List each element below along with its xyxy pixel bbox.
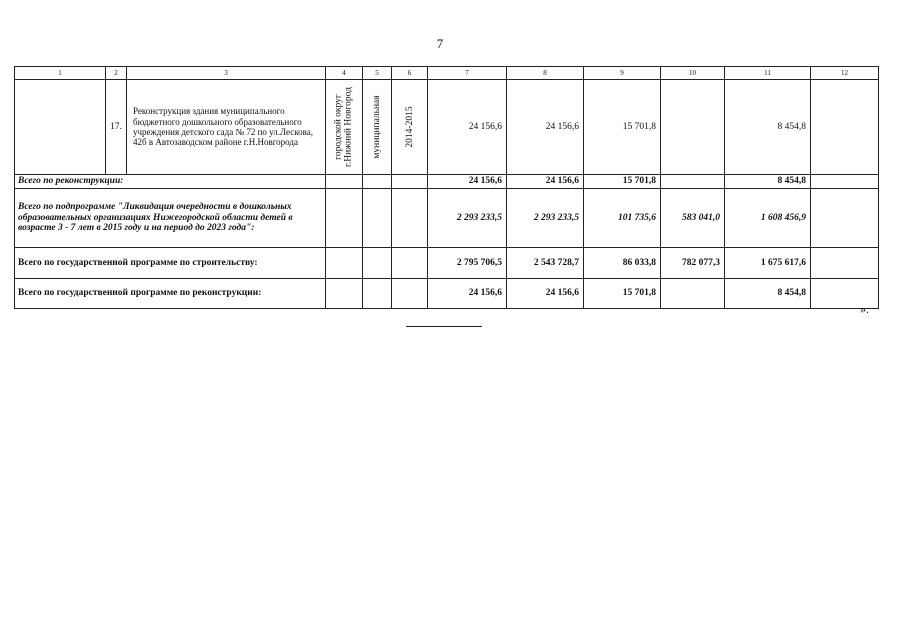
subprogram-total-label: Всего по подпрограмме "Ликвидация очередности в дошкольных образовательных организациях Нижегородской области детей в возрасте 3 - 7 лет в 2015 году и на период до 2023 года": — [15, 189, 326, 248]
object-location: городской округ г.Нижний Новгород — [333, 87, 354, 167]
value-col7: 24 156,6 — [428, 279, 507, 309]
column-number: 7 — [428, 67, 507, 80]
value-col9: 15 701,8 — [584, 175, 661, 189]
empty-cell — [15, 80, 106, 175]
value-col10: 782 077,3 — [661, 248, 725, 279]
table-row-subprogram-total — [15, 189, 879, 248]
value-col8: 24 156,6 — [507, 175, 584, 189]
period-cell — [392, 80, 428, 175]
value-col9: 101 735,6 — [584, 189, 661, 248]
location-cell — [326, 80, 363, 175]
value-col7: 24 156,6 — [428, 175, 507, 189]
value-col10 — [661, 279, 725, 309]
closing-quote: ». — [860, 302, 869, 316]
table-row-reconstruction-total — [15, 175, 879, 189]
value-col7: 2 795 706,5 — [428, 248, 507, 279]
row-number: 17. — [106, 80, 127, 175]
column-number: 5 — [363, 67, 392, 80]
column-number: 9 — [584, 67, 661, 80]
value-col11: 8 454,8 — [725, 80, 811, 175]
column-number: 11 — [725, 67, 811, 80]
value-col7: 2 293 233,5 — [428, 189, 507, 248]
column-number-row — [15, 67, 879, 80]
column-number: 8 — [507, 67, 584, 80]
value-col8: 2 543 728,7 — [507, 248, 584, 279]
column-number: 10 — [661, 67, 725, 80]
value-col10: 583 041,0 — [661, 189, 725, 248]
table-row-state-reconstruction-total — [15, 279, 879, 309]
column-number: 12 — [811, 67, 879, 80]
table-row-state-construction-total — [15, 248, 879, 279]
page-number: 7 — [436, 36, 444, 51]
value-col11: 1 608 456,9 — [725, 189, 811, 248]
budget-table — [14, 66, 879, 309]
value-col12 — [811, 80, 879, 175]
value-col7: 24 156,6 — [428, 80, 507, 175]
value-col8: 24 156,6 — [507, 279, 584, 309]
value-col8: 24 156,6 — [507, 80, 584, 175]
value-col11: 1 675 617,6 — [725, 248, 811, 279]
reconstruction-total-label: Всего по реконструкции: — [15, 175, 326, 189]
ownership-cell — [363, 80, 392, 175]
column-number: 6 — [392, 67, 428, 80]
closing-rule — [406, 326, 482, 327]
value-col10 — [661, 175, 725, 189]
column-number: 4 — [326, 67, 363, 80]
table-row-object-17 — [15, 80, 879, 175]
column-number: 3 — [127, 67, 326, 80]
value-col9: 15 701,8 — [584, 80, 661, 175]
object-name: Реконструкция здания муниципального бюджетного дошкольного образовательного учреждения детского сада № 72 по ул.Лескова, 42б в Автозаводском районе г.Н.Новгорода — [127, 80, 326, 175]
value-col11: 8 454,8 — [725, 279, 811, 309]
column-number: 1 — [15, 67, 106, 80]
object-ownership: муниципальная — [371, 95, 382, 159]
column-number: 2 — [106, 67, 127, 80]
value-col10 — [661, 80, 725, 175]
value-col9: 86 033,8 — [584, 248, 661, 279]
object-period: 2014-2015 — [404, 106, 415, 148]
state-construction-total-label: Всего по государственной программе по строительству: — [15, 248, 326, 279]
value-col11: 8 454,8 — [725, 175, 811, 189]
state-reconstruction-total-label: Всего по государственной программе по реконструкции: — [15, 279, 326, 309]
value-col9: 15 701,8 — [584, 279, 661, 309]
value-col8: 2 293 233,5 — [507, 189, 584, 248]
